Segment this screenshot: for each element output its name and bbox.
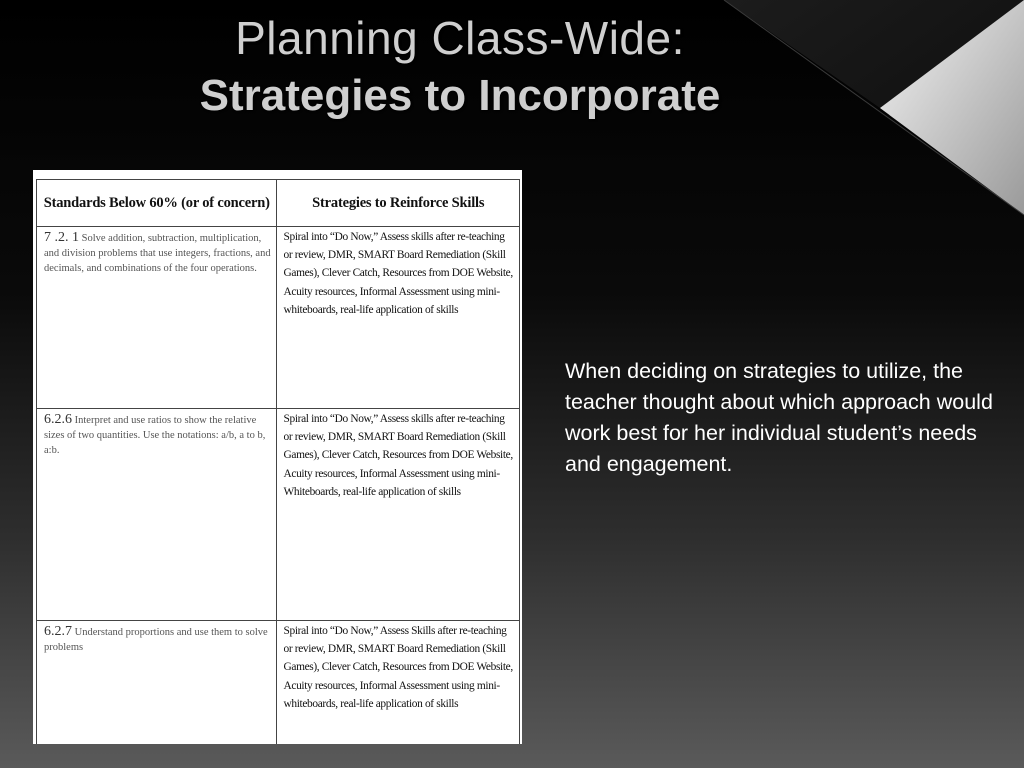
standard-cell: [37, 409, 277, 621]
table-row: [37, 621, 520, 745]
strategies-cell: Spiral into “Do Now,” Assess skills after re-teaching or review, DMR, SMART Board Remediation (Skill Games), Clever Catch, Resources from DOE Website, Acuity resources, Informal Assessment using mini-whiteboards, real-life application of skills: [277, 227, 520, 409]
header-strategies: Strategies to Reinforce Skills: [277, 180, 520, 227]
light-corner-triangle: [880, 0, 1024, 215]
table-header-row: [37, 180, 520, 227]
strategies-table: [36, 179, 520, 744]
standard-code: 7 .2. 1: [44, 230, 79, 245]
standard-code: 6.2.7: [44, 624, 72, 639]
standard-description: Solve addition, subtraction, multiplication, and division problems that use integers, fractions, and decimals, and combinations of the four operations.: [44, 233, 271, 274]
standard-description: Interpret and use ratios to show the relative sizes of two quantities. Use the notations: a/b, a to b, a:b.: [44, 415, 266, 456]
slide-body-text: When deciding on strategies to utilize, the teacher thought about which approach would work best for her individual student’s needs and engagement.: [565, 359, 993, 476]
table-row: [37, 227, 520, 409]
header-standards: Standards Below 60% (or of concern): [37, 180, 277, 227]
standard-cell: [37, 621, 277, 745]
standard-description: Understand proportions and use them to solve problems: [44, 627, 268, 653]
strategies-table-image: [33, 170, 522, 744]
standard-cell: [37, 227, 277, 409]
slide-title: [110, 8, 810, 124]
strategies-cell: Spiral into “Do Now,” Assess Skills after re-teaching or review, DMR, SMART Board Remediation (Skill Games), Clever Catch, Resources from DOE Website, Acuity resources, Informal Assessment using mini-whiteboards, real-life application of skills: [277, 621, 520, 745]
title-line-2: Strategies to Incorporate: [199, 71, 721, 120]
standard-code: 6.2.6: [44, 412, 72, 427]
table-row: [37, 409, 520, 621]
strategies-cell: Spiral into “Do Now,” Assess skills after re-teaching or review, DMR, SMART Board Remediation (Skill Games), Clever Catch, Resources from DOE Website, Acuity resources, Informal Assessment using mini-Whiteboards, real-life application of skills: [277, 409, 520, 621]
title-line-1: Planning Class-Wide:: [235, 12, 685, 64]
